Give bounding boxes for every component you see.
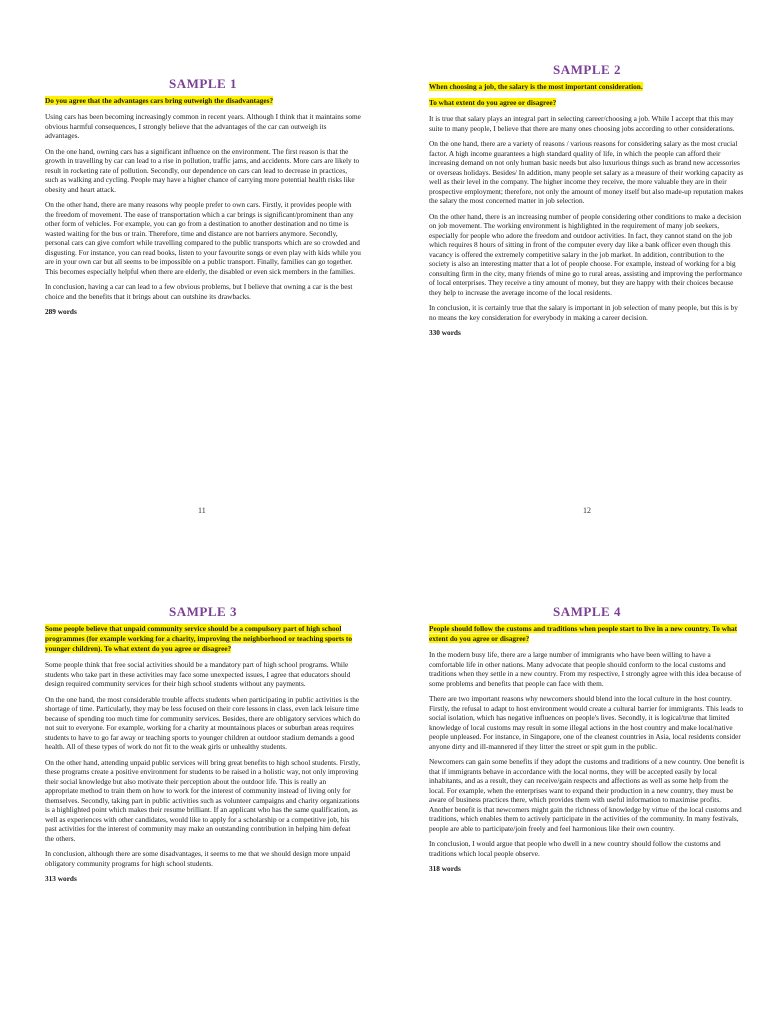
essay-question: Some people believe that unpaid community service should be a compulsory part of high school programmes (for example working for a charity, improving the neighborhood or teaching sports to younger children). To what extent do you agree or disagree? [45,624,352,653]
essay-question: People should follow the customs and traditions when people start to live in a new country. To what extent do you agree or disagree? [429,624,738,643]
word-count: 313 words [45,874,77,883]
word-count: 330 words [429,328,461,337]
essay-question: When choosing a job, the salary is the most important consideration. [429,82,643,91]
essay-paragraph: On the one hand, the most considerable trouble affects students when participating in public activities is the shortage of time. Particularly, they may be less focused on their core lessons in class, even lack leisure time because of spending too much time for community services. Besides, there are obligatory services which do not suit to everyone. For example, working for a charity at mountainous places or suburban areas requires students to have to go far away or teaching sports to younger children at outdoor stadium demands a good health. All of these types of work do not fit to the weak girls or unhealthy students. [45,694,361,751]
essay-paragraph: Using cars has been becoming increasingly common in recent years. Although I think that it maintains some obvious harmful consequences, I strongly believe that the advantages of the car can outweigh its advantages. [45,112,361,140]
essay-paragraph: Some people think that free social activities should be a mandatory part of high school programs. While students who take part in these activities may face some unexpected issues, I agree that educators should design required community services for their high school students without any payments. [45,660,351,688]
sample-4-page [429,604,745,873]
essay-paragraph: It is true that salary plays an integral part in selecting career/choosing a job. While I accept that this may suite to many people, I believe that there are many ones choosing jobs according to other considerations. [429,114,735,133]
essay-paragraph: On the one hand, there are a variety of reasons / various reasons for considering salary as the most crucial factor. A high income guarantees a high standard quality of life, in which the people can afford their increasing demand on not only human basic needs but also luxurious things such as brand new accessories or overseas holidays. Besides/ In addition, many people set salary as a measure of their working capacity as well as their level in the company. The higher income they receive, the more valuable they are in their prospective employment; therefore, not only the amount of money itself but also made-up reputation makes the salary the most concerned matter in job selection. [429,139,744,205]
essay-paragraph: In conclusion, having a car can lead to a few obvious problems, but I believe that owning a car is the best choice and the benefits that it brings about can outshine its drawbacks. [45,282,353,301]
essay-paragraph: On the one hand, owning cars has a significant influence on the environment. The first reason is that the growth in travelling by car can lead to a rise in pollution, traffic jams, and accidents. More cars are likely to result in rocketing rate of pollution. Secondly, our dependence on cars can lead to decrease in practices, such as walking and cycling. People may have a higher chance of carrying more potential health risks like obesity and heart attack. [45,146,360,194]
sample-title: SAMPLE 3 [169,604,237,619]
word-count: 318 words [429,864,461,873]
essay-paragraph: On the other hand, attending unpaid public services will bring great benefits to high school students. Firstly, these programs create a positive environment for students to be raised in a holistic way, not only improving their social knowledge but also motivate their perception about the outdoor life. This is really an appropriate method to train them on how to work for the interest of community instead of living only for themselves. Secondly, taking part in public activities such as volunteer campaigns and charity organizations is a highlighted point which makes their resume brilliant. If an applicant who has the same qualification, as well as experiences with other candidates, would like to apply for a scholarship or a competitive job, his past activities for the interest of community may make an outstanding contribution in helping him defeat the others. [45,757,361,843]
essay-paragraph: On the other hand, there are many reasons why people prefer to own cars. Firstly, it provides people with the freedom of movement. The ease of transportation which a car brings is significant/prominent than any other form of vehicles. For example, you can go from a destination to another destination and no time is wasted waiting for the bus or train. Therefore, time and distance are not barriers anymore. Secondly, personal cars can give comfort while travelling compared to the public transports which are so crowded and disgusting. For instance, you can read books, listen to your favourite songs or even play with kids while you are in your own car but all seems to be impossible on a public transport. Finally, families can go together. This becomes especially helpful when there are elderly, the disabled or even sick members in the families. [45,200,361,276]
essay-paragraph: In conclusion, I would argue that people who dwell in a new country should follow the customs and traditions which local people observe. [429,839,721,858]
sample-2-page [429,62,745,337]
word-count: 289 words [45,307,77,316]
essay-paragraph: On the other hand, there is an increasing number of people considering other conditions to make a decision on job movement. The working environment is highlighted in the requirement of many job seekers, especially for people who adore the freedom and outdoor activities. In fact, they cannot stand on the job which requires 8 hours of sitting in front of the computer every day like a bank officer even though this vacancy is offered the extremely competitive salary in the job market. In addition, contribution to the society is also an interesting matter that a lot of people choose. For example, instead of working for a big consulting firm in the city, many friends of mine go to rural areas, assisting and improving the performance of local enterprises. They receive a tiny amount of money, but they are happy with their choices because they help to increase the average income of the local residents. [429,211,743,297]
sample-title: SAMPLE 2 [553,62,621,77]
essay-question: Do you agree that the advantages cars bring outweigh the disadvantages? [45,96,274,105]
essay-paragraph: There are two important reasons why newcomers should blend into the local culture in the host country. Firstly, the refusal to adapt to host environment would create a cultural barrier for immigrants. This leads to social isolation, which has negative influences on people's lives. Secondly, it is logical/true that limited knowledge of local customs may result in some illegal actions in the host country and make local/native people unpleased. For instance, in Singapore, one of the cleanest countries in Asia, local residents consider anyone dirty and ill-mannered if they litter the street or spit gum in the public. [429,694,744,751]
sample-1-page [45,76,361,316]
sample-3-page [45,604,361,883]
essay-paragraph: In conclusion, it is certainly true that the salary is important in job selection of many people, but this is by no means the key consideration for everybody in making a career decision. [429,303,738,322]
page-number: 11 [198,506,206,515]
sample-title: SAMPLE 1 [169,76,237,91]
essay-paragraph: In the modern busy life, there are a large number of immigrants who have been willing to have a comfortable life in other nations. Many advocate that people should conform to the local customs and traditions when they settle in a new country. From my respective, I strongly agree with this idea because of some problems and benefits that people can face with them. [429,650,742,688]
essay-question: To what extent do you agree or disagree? [429,98,557,107]
sample-title: SAMPLE 4 [553,604,621,619]
essay-paragraph: In conclusion, although there are some disadvantages, it seems to me that we should design more unpaid obligatory community programs for high school students. [45,849,351,868]
page-number: 12 [583,506,591,515]
essay-paragraph: Newcomers can gain some benefits if they adopt the customs and traditions of a new country. One benefit is that if immigrants behave in accordance with the local norms, they will be accepted easily by local inhabitants, and as a result, they can receive/gain respects and affections as well as some help from the local. For example, when the enterprises want to expand their production in a new country, they must be aware of business practices there, which provides them with useful information to maximise profits. Another benefit is that newcomers might gain the richness of knowledge by virtue of the local customs and traditions, which enables them to actively participate in the activities of the community. In many festivals, people are able to participate/join freely and feel harmonious like their own country. [429,757,745,833]
